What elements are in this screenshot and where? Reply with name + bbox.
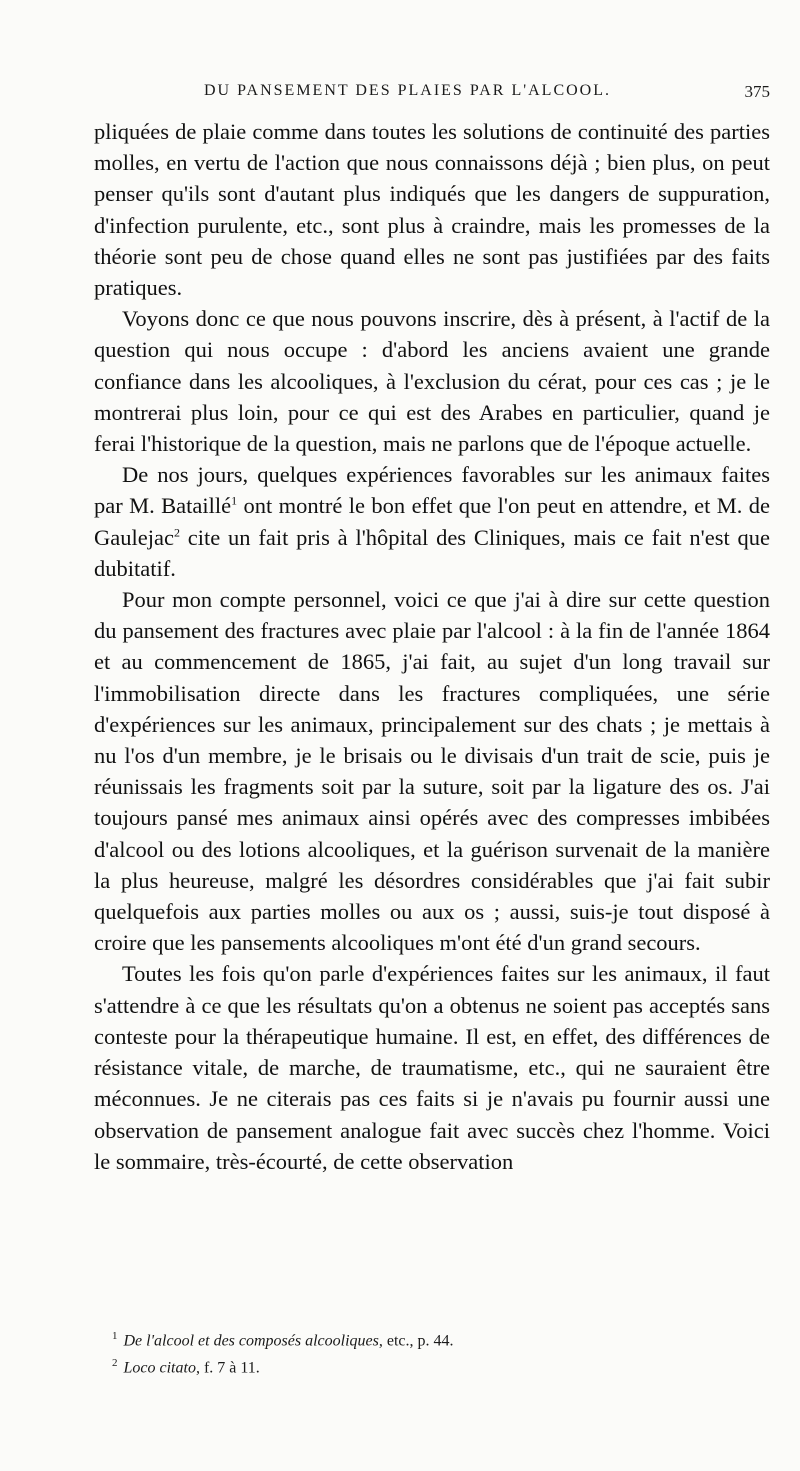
footnote-ref-1: 1: [231, 493, 238, 508]
footnote-2: [94, 1352, 770, 1379]
footnote-title: Loco citato: [123, 1359, 196, 1377]
paragraph-de-nos-jours: [94, 459, 770, 584]
footnote-1: [94, 1325, 770, 1352]
paragraph-pour-mon-compte: Pour mon compte personnel, voici ce que j'ai à dire sur cette question du pansement des fractures avec plaie par l'alcool : à la fin de l'année 1864 et au commencement de 1865, j'ai fait, au sujet d'un long travail sur l'immobilisation directe dans les fractures compliquées, une série d'expériences sur les animaux, principalement sur des chats ; je mettais à nu l'os d'un membre, je le brisais ou le divisais d'un trait de scie, puis je réunissais les fragments soit par la suture, soit par la ligature des os. J'ai toujours pansé mes animaux ainsi opérés avec des compresses imbibées d'alcool ou des lotions alcooliques, et la guérison survenait de la manière la plus heureuse, malgré les désordres considérables que j'ai fait subir quelquefois aux parties molles ou aux os ; aussi, suis-je tout disposé à croire que les pansements alcooliques m'ont été d'un grand secours.: [94, 587, 770, 956]
paragraph-toutes-les-fois: Toutes les fois qu'on parle d'expériences faites sur les animaux, il faut s'attendre à ce que les résultats qu'on a obtenus ne soient pas acceptés sans conteste pour la thérapeutique humaine. Il est, en effet, des différences de résistance vitale, de marche, de traumatisme, etc., qui ne sauraient être méconnues. Je ne citerais pas ces faits si je n'avais pu fournir aussi une observation de pansement analogue fait avec succès chez l'homme. Voici le sommaire, très-écourté, de cette observation: [94, 961, 770, 1174]
paragraph-voyons: Voyons donc ce que nous pouvons inscrire, dès à présent, à l'actif de la question qui nous occupe : d'abord les anciens avaient une grande confiance dans les alcooliques, à l'exclusion du cérat, pour ces cas ; je le montrerai plus loin, pour ce qui est des Arabes en particulier, quand je ferai l'historique de la question, mais ne parlons que de l'époque actuelle.: [94, 306, 770, 457]
footnote-mark: 1: [112, 1330, 118, 1342]
paragraph-text: De nos jours, quelques expériences favorables sur les animaux faites par M. Bataillé: [94, 462, 770, 519]
footnote-rest: , f. 7 à 11.: [195, 1359, 260, 1377]
footnote-title: De l'alcool et des composés alcooliques: [123, 1332, 379, 1350]
page-number: 375: [744, 82, 770, 101]
running-title: DU PANSEMENT DES PLAIES PAR L'ALCOOL.: [204, 82, 612, 99]
body-text: [94, 116, 770, 1177]
paragraph-text: ont montré le bon effet que l'on peut en attendre, et M. de Gaulejac: [94, 493, 770, 550]
footnotes: [94, 1325, 770, 1380]
paragraph-continuation: pliquées de plaie comme dans toutes les solutions de continuité des parties molles, en vertu de l'action que nous connaissons déjà ; bien plus, on peut penser qu'ils sont d'autant plus indiqués que les dangers de suppuration, d'infection purulente, etc., sont plus à craindre, mais les promesses de la théorie sont peu de chose quand elles ne sont pas justifiées par des faits pratiques.: [94, 119, 770, 301]
paragraph-text: cite un fait pris à l'hôpital des Cliniques, mais ce fait n'est que dubitatif.: [94, 524, 770, 581]
page-header: [94, 82, 770, 108]
footnote-rest: , etc., p. 44.: [378, 1332, 454, 1350]
footnote-ref-2: 2: [173, 525, 180, 540]
footnote-mark: 2: [112, 1357, 118, 1370]
